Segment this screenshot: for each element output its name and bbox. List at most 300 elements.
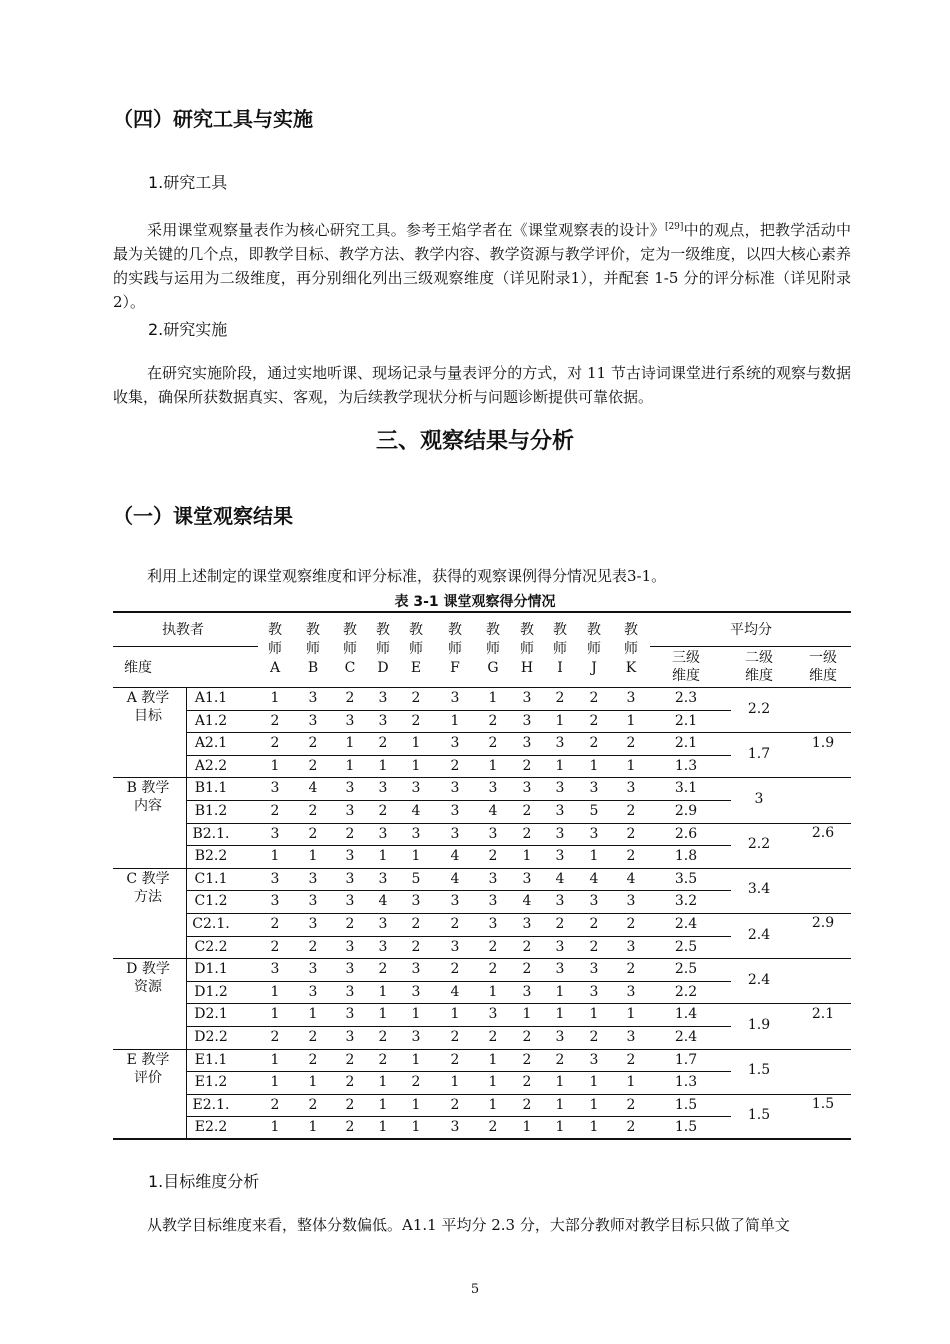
teacher-header-mid: 师 (587, 641, 601, 657)
score-cell: 1 (555, 983, 565, 1000)
score-cell: 5 (411, 870, 421, 887)
teacher-header-top: 教 (448, 622, 462, 638)
avg-level-header: 一级 (809, 650, 837, 666)
score-cell: 3 (308, 712, 318, 729)
group-divider (186, 958, 187, 1048)
score-cell: 1 (378, 1074, 388, 1091)
teacher-header-letter: I (557, 660, 563, 676)
score-cell: 1 (411, 848, 421, 865)
citation-ref: [29] (664, 222, 684, 232)
score-cell: 2 (378, 1029, 388, 1045)
score-cell: 2 (626, 1119, 636, 1136)
subheading-goal-analysis: 1.目标维度分析 (148, 1172, 260, 1191)
first-level-avg: 2.9 (811, 915, 835, 932)
score-cell: 4 (450, 983, 460, 1000)
score-cell: 2 (589, 735, 599, 752)
teacher-header-top: 教 (268, 622, 282, 638)
score-cell: 3 (450, 690, 460, 706)
paragraph-tools-part2: 中的观点，把教学活动中最为关键的几个点，即教学目标、教学方法、教学内容、教学资源与教学评价，定为一级维度，以四大核心素养的实践与运用为二级维度，再分别细化列出三级观察维度（详见附录1），并配套 1-5 分的评分标准（详见附录2）。 (113, 221, 851, 311)
score-cell: 2 (345, 1074, 355, 1091)
score-cell: 1 (308, 848, 318, 865)
score-cell: 3 (270, 961, 280, 978)
row-rule (186, 913, 851, 914)
score-cell: 3 (450, 893, 460, 910)
score-cell: 2 (411, 712, 421, 729)
score-cell: 3 (450, 735, 460, 752)
third-level-avg: 2.5 (674, 938, 698, 955)
teacher-header-mid: 师 (624, 641, 638, 657)
score-cell: 2 (626, 825, 636, 842)
score-cell: 1 (589, 848, 599, 865)
score-cell: 3 (411, 893, 421, 910)
paragraph-results-intro: 利用上述制定的课堂观察维度和评分标准，获得的观察课例得分情况见表3-1。 (147, 567, 667, 585)
row-rule (186, 732, 851, 733)
group-divider (186, 1049, 187, 1139)
score-cell: 1 (522, 1006, 532, 1023)
score-cell: 3 (345, 870, 355, 887)
score-cell: 3 (555, 848, 565, 865)
score-cell: 1 (589, 757, 599, 774)
score-cell: 2 (270, 1029, 280, 1045)
second-level-avg: 2.2 (747, 700, 771, 717)
score-cell: 3 (555, 735, 565, 752)
score-cell: 3 (345, 1029, 355, 1045)
score-cell: 3 (522, 780, 532, 797)
teacher-header-letter: F (450, 660, 460, 676)
first-level-avg: 1.5 (811, 1096, 835, 1113)
group-label: 方法 (134, 888, 162, 905)
score-cell: 3 (270, 825, 280, 842)
score-cell: 1 (626, 757, 636, 774)
row-rule (186, 1003, 851, 1004)
score-cell: 2 (378, 1051, 388, 1068)
score-cell: 3 (522, 690, 532, 706)
third-level-avg: 2.4 (674, 1029, 698, 1045)
score-cell: 3 (522, 870, 532, 887)
score-cell: 2 (308, 1029, 318, 1045)
row-code: C2.1. (192, 916, 230, 932)
score-cell: 4 (589, 870, 599, 887)
table-top-rule (113, 611, 851, 613)
score-cell: 2 (488, 961, 498, 978)
row-code: C1.1 (194, 870, 228, 887)
subheading-tools: 1.研究工具 (148, 173, 228, 192)
first-level-avg: 2.1 (811, 1005, 835, 1022)
score-cell: 2 (308, 1096, 318, 1113)
score-cell: 3 (378, 825, 388, 842)
third-level-avg: 2.9 (674, 803, 698, 819)
row-code: B1.1 (194, 780, 228, 797)
score-cell: 3 (589, 961, 599, 978)
score-cell: 3 (626, 938, 636, 955)
score-cell: 1 (626, 712, 636, 729)
score-cell: 3 (308, 961, 318, 978)
teacher-header-top: 教 (587, 622, 601, 638)
score-cell: 3 (522, 983, 532, 1000)
score-cell: 4 (450, 848, 460, 865)
observation-score-table (113, 611, 851, 1139)
score-cell: 3 (488, 1006, 498, 1023)
score-cell: 2 (522, 938, 532, 955)
score-cell: 3 (555, 780, 565, 797)
score-cell: 2 (378, 961, 388, 978)
score-cell: 3 (270, 780, 280, 797)
row-rule (186, 1071, 731, 1072)
score-cell: 3 (411, 961, 421, 978)
score-cell: 1 (555, 1119, 565, 1136)
score-cell: 3 (450, 825, 460, 842)
teacher-header-top: 教 (409, 622, 423, 638)
score-cell: 3 (488, 780, 498, 797)
row-rule (186, 800, 731, 801)
score-cell: 2 (555, 916, 565, 932)
group-rule (113, 868, 851, 869)
score-cell: 2 (488, 1119, 498, 1136)
group-label: 资源 (134, 979, 162, 996)
score-cell: 1 (555, 757, 565, 774)
header-executor: 执教者 (162, 622, 204, 638)
second-level-avg: 1.5 (747, 1062, 771, 1079)
score-cell: 1 (270, 690, 280, 706)
third-level-avg: 1.5 (674, 1096, 698, 1113)
score-cell: 2 (522, 803, 532, 819)
score-cell: 1 (378, 983, 388, 1000)
row-code: C1.2 (194, 893, 228, 910)
score-cell: 1 (345, 757, 355, 774)
score-cell: 2 (555, 1051, 565, 1068)
score-cell: 2 (626, 1051, 636, 1068)
row-code: D1.1 (194, 961, 228, 978)
score-cell: 1 (308, 1119, 318, 1136)
score-cell: 1 (378, 1006, 388, 1023)
score-cell: 2 (270, 735, 280, 752)
score-cell: 2 (308, 735, 318, 752)
score-cell: 1 (270, 1051, 280, 1068)
score-cell: 3 (589, 893, 599, 910)
score-cell: 1 (270, 848, 280, 865)
row-code: A2.2 (194, 757, 228, 774)
score-cell: 3 (270, 893, 280, 910)
second-level-avg: 1.7 (747, 745, 771, 762)
third-level-avg: 2.3 (674, 690, 698, 706)
header-bottom-rule (113, 687, 851, 688)
row-code: E2.1. (192, 1096, 230, 1113)
score-cell: 2 (589, 938, 599, 955)
score-cell: 3 (555, 825, 565, 842)
row-rule (186, 981, 731, 982)
third-level-avg: 1.7 (674, 1051, 698, 1068)
score-cell: 3 (488, 825, 498, 842)
group-label: C 教学 (126, 870, 170, 887)
group-label: E 教学 (126, 1051, 170, 1068)
score-cell: 2 (522, 1029, 532, 1045)
score-cell: 3 (589, 1051, 599, 1068)
score-cell: 2 (308, 1051, 318, 1068)
score-cell: 2 (345, 916, 355, 932)
score-cell: 1 (411, 1096, 421, 1113)
score-cell: 1 (270, 1006, 280, 1023)
score-cell: 3 (450, 1119, 460, 1136)
score-cell: 3 (411, 780, 421, 797)
score-cell: 2 (522, 1096, 532, 1113)
score-cell: 2 (450, 1051, 460, 1068)
score-cell: 3 (308, 690, 318, 706)
score-cell: 3 (345, 893, 355, 910)
header-rule (113, 646, 258, 647)
teacher-header-top: 教 (486, 622, 500, 638)
score-cell: 4 (488, 803, 498, 819)
page-number: 5 (470, 1282, 480, 1297)
row-code: A1.1 (194, 690, 228, 706)
group-rule (113, 958, 851, 959)
score-cell: 2 (411, 938, 421, 955)
third-level-avg: 1.3 (674, 757, 698, 774)
third-level-avg: 1.5 (674, 1119, 698, 1136)
score-cell: 1 (522, 848, 532, 865)
row-code: E1.1 (194, 1051, 228, 1068)
score-cell: 2 (522, 1074, 532, 1091)
score-cell: 2 (488, 712, 498, 729)
score-cell: 2 (411, 690, 421, 706)
second-level-avg: 2.4 (747, 971, 771, 988)
row-code: B2.2 (194, 848, 228, 865)
first-level-avg: 2.6 (811, 824, 835, 841)
score-cell: 3 (488, 870, 498, 887)
score-cell: 3 (589, 780, 599, 797)
third-level-avg: 2.1 (674, 712, 698, 729)
score-cell: 3 (555, 1029, 565, 1045)
score-cell: 2 (270, 803, 280, 819)
teacher-header-top: 教 (553, 622, 567, 638)
row-rule (186, 936, 731, 937)
score-cell: 1 (450, 1006, 460, 1023)
group-divider (186, 687, 187, 777)
teacher-header-letter: G (487, 660, 499, 676)
group-rule (113, 1139, 851, 1140)
score-cell: 3 (378, 916, 388, 932)
score-cell: 3 (626, 690, 636, 706)
score-cell: 4 (450, 870, 460, 887)
group-label: 评价 (134, 1069, 162, 1086)
teacher-header-mid: 师 (306, 641, 320, 657)
score-cell: 1 (270, 1074, 280, 1091)
group-rule (113, 1049, 851, 1050)
score-cell: 4 (411, 803, 421, 819)
score-cell: 2 (345, 1119, 355, 1136)
row-code: A1.2 (194, 712, 228, 729)
score-cell: 2 (345, 1051, 355, 1068)
row-rule (186, 890, 731, 891)
score-cell: 1 (555, 1006, 565, 1023)
teacher-header-mid: 师 (486, 641, 500, 657)
score-cell: 1 (308, 1074, 318, 1091)
score-cell: 3 (626, 893, 636, 910)
second-level-avg: 2.4 (747, 926, 771, 943)
third-level-avg: 2.2 (674, 983, 698, 1000)
score-cell: 2 (450, 1029, 460, 1045)
teacher-header-letter: C (344, 660, 356, 676)
paragraph-goal-analysis: 从教学目标维度来看，整体分数偏低。A1.1 平均分 2.3 分，大部分教师对教学目标只做了简单文 (147, 1216, 790, 1234)
score-cell: 2 (589, 690, 599, 706)
score-cell: 1 (488, 1051, 498, 1068)
teacher-header-letter: J (591, 660, 597, 676)
row-code: B2.1. (192, 825, 230, 842)
score-cell: 1 (270, 983, 280, 1000)
group-label: A 教学 (126, 690, 170, 706)
chapter-title: 三、观察结果与分析 (375, 429, 574, 454)
teacher-header-mid: 师 (448, 641, 462, 657)
third-level-avg: 2.6 (674, 825, 698, 842)
score-cell: 3 (589, 825, 599, 842)
third-level-avg: 2.4 (674, 916, 698, 932)
teacher-header-top: 教 (624, 622, 638, 638)
score-cell: 1 (450, 712, 460, 729)
score-cell: 1 (555, 1074, 565, 1091)
row-code: E2.2 (194, 1119, 228, 1136)
score-cell: 2 (270, 938, 280, 955)
avg-level-header: 二级 (745, 650, 773, 666)
third-level-avg: 1.8 (674, 848, 698, 865)
row-rule (186, 823, 851, 824)
score-cell: 2 (308, 825, 318, 842)
score-cell: 3 (522, 916, 532, 932)
score-cell: 3 (378, 780, 388, 797)
teacher-header-letter: D (377, 660, 389, 676)
avg-level-header: 三级 (672, 650, 700, 666)
score-cell: 3 (555, 893, 565, 910)
score-cell: 4 (308, 780, 318, 797)
score-cell: 2 (589, 1029, 599, 1045)
row-code: C2.2 (194, 938, 228, 955)
score-cell: 2 (378, 803, 388, 819)
row-code: D2.1 (194, 1006, 228, 1023)
score-cell: 1 (589, 1006, 599, 1023)
score-cell: 2 (345, 690, 355, 706)
row-code: E1.2 (194, 1074, 228, 1091)
row-rule (186, 1116, 731, 1117)
second-level-avg: 2.2 (747, 836, 771, 853)
score-cell: 1 (589, 1074, 599, 1091)
score-cell: 3 (450, 938, 460, 955)
avg-level-header: 维度 (672, 668, 700, 684)
subheading-implementation: 2.研究实施 (148, 320, 228, 339)
teacher-header-mid: 师 (376, 641, 390, 657)
teacher-header-top: 教 (343, 622, 357, 638)
teacher-header-letter: A (269, 660, 281, 676)
row-rule (186, 1094, 851, 1095)
teacher-header-top: 教 (520, 622, 534, 638)
row-code: B1.2 (194, 803, 228, 819)
score-cell: 2 (308, 803, 318, 819)
teacher-header-letter: E (410, 660, 422, 676)
score-cell: 1 (378, 757, 388, 774)
section-heading-tools: （四）研究工具与实施 (113, 107, 313, 131)
score-cell: 1 (488, 690, 498, 706)
score-cell: 4 (522, 893, 532, 910)
score-cell: 2 (626, 961, 636, 978)
score-cell: 2 (522, 1051, 532, 1068)
score-cell: 2 (450, 961, 460, 978)
score-cell: 1 (411, 1119, 421, 1136)
score-cell: 4 (378, 893, 388, 910)
score-cell: 3 (378, 870, 388, 887)
score-cell: 2 (411, 916, 421, 932)
score-cell: 2 (488, 735, 498, 752)
score-cell: 2 (450, 757, 460, 774)
score-cell: 1 (488, 1074, 498, 1091)
row-code: D1.2 (194, 983, 228, 1000)
score-cell: 1 (345, 735, 355, 752)
score-cell: 5 (589, 803, 599, 819)
score-cell: 3 (626, 1029, 636, 1045)
score-cell: 3 (626, 983, 636, 1000)
group-label: D 教学 (126, 961, 170, 978)
teacher-header-letter: H (520, 660, 534, 676)
score-cell: 3 (555, 803, 565, 819)
score-cell: 3 (308, 916, 318, 932)
avg-level-header: 维度 (809, 668, 837, 684)
second-level-avg: 3.4 (747, 881, 771, 898)
group-label: 目标 (134, 708, 162, 724)
score-cell: 1 (488, 983, 498, 1000)
paragraph-tools-part1: 采用课堂观察量表作为核心研究工具。参考王焰学者在《课堂观察表的设计》 (147, 221, 665, 239)
score-cell: 2 (555, 690, 565, 706)
header-dimension: 维度 (124, 660, 152, 676)
score-cell: 2 (345, 1096, 355, 1113)
score-cell: 3 (345, 983, 355, 1000)
score-cell: 2 (488, 1029, 498, 1045)
score-cell: 3 (522, 712, 532, 729)
score-cell: 2 (626, 803, 636, 819)
score-cell: 3 (378, 712, 388, 729)
score-cell: 3 (450, 803, 460, 819)
teacher-header-top: 教 (376, 622, 390, 638)
score-cell: 1 (411, 735, 421, 752)
teacher-header-letter: B (307, 660, 319, 676)
teacher-header-letter: K (625, 660, 637, 676)
teacher-header-top: 教 (306, 622, 320, 638)
score-cell: 1 (488, 757, 498, 774)
score-cell: 1 (270, 1119, 280, 1136)
row-rule (186, 710, 731, 711)
score-cell: 2 (411, 1074, 421, 1091)
score-cell: 3 (270, 870, 280, 887)
score-cell: 2 (522, 825, 532, 842)
group-label: B 教学 (126, 780, 170, 797)
score-cell: 2 (626, 916, 636, 932)
score-cell: 4 (555, 870, 565, 887)
teacher-header-mid: 师 (268, 641, 282, 657)
group-divider (186, 868, 187, 958)
score-cell: 3 (522, 735, 532, 752)
score-cell: 2 (522, 961, 532, 978)
header-average: 平均分 (730, 622, 772, 638)
score-cell: 3 (345, 780, 355, 797)
score-cell: 2 (308, 757, 318, 774)
score-cell: 1 (270, 757, 280, 774)
row-rule (186, 1026, 731, 1027)
second-level-avg: 1.5 (747, 1107, 771, 1124)
score-cell: 3 (488, 916, 498, 932)
score-cell: 2 (626, 848, 636, 865)
score-cell: 1 (522, 1119, 532, 1136)
group-rule (113, 777, 851, 778)
score-cell: 1 (589, 1096, 599, 1113)
group-divider (186, 777, 187, 867)
row-code: A2.1 (194, 735, 228, 752)
score-cell: 2 (450, 1096, 460, 1113)
second-level-avg: 3 (754, 791, 764, 807)
